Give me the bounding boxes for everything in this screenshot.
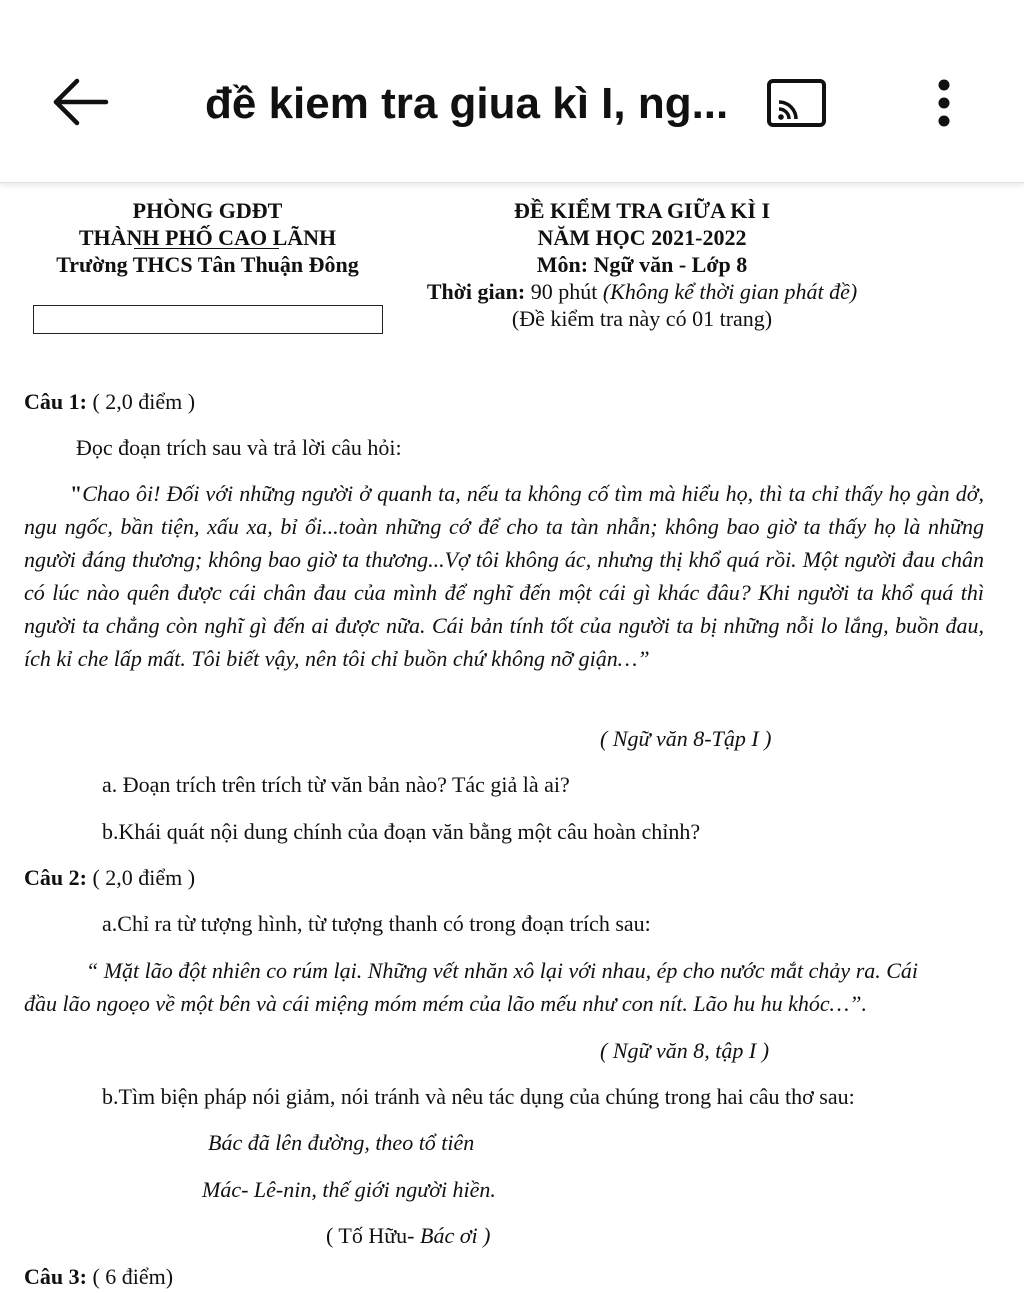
page-count-note: (Đề kiểm tra này có 01 trang) <box>511 306 773 331</box>
header-left <box>20 197 395 278</box>
app-bar <box>0 0 1024 183</box>
exam-title: ĐỀ KIỂM TRA GIỮA KÌ I <box>513 198 771 223</box>
header-right <box>400 197 884 332</box>
q1-heading: Câu 1: ( 2,0 điểm ) <box>24 389 196 414</box>
q2-part-a: a.Chỉ ra từ tượng hình, từ tượng thanh có trong đoạn trích sau: <box>102 911 651 936</box>
department: PHÒNG GDĐT <box>132 198 283 223</box>
document-page[interactable] <box>0 183 1024 1289</box>
q1-part-a: a. Đoạn trích trên trích từ văn bản nào? Tác giả là ai? <box>102 772 570 797</box>
q1-part-b: b.Khái quát nội dung chính của đoạn văn bằng một câu hoàn chỉnh? <box>102 819 701 844</box>
cast-button[interactable] <box>766 78 828 130</box>
cast-icon <box>766 78 828 130</box>
q2-source: ( Ngữ văn 8, tập I ) <box>600 1038 770 1063</box>
school-year: NĂM HỌC 2021-2022 <box>537 225 747 250</box>
more-options-button[interactable] <box>924 72 964 132</box>
time-line: Thời gian: 90 phút (Không kể thời gian phát đề) <box>426 279 858 304</box>
q2-passage-line2: đầu lão ngoẹo về một bên và cái miệng móm mém của lão mếu như con nít. Lão hu hu khóc…”. <box>24 991 867 1016</box>
school-name: Trường THCS Tân Thuận Đông <box>56 252 359 277</box>
q2-part-b: b.Tìm biện pháp nói giảm, nói tránh và nêu tác dụng của chúng trong hai câu thơ sau: <box>102 1084 855 1109</box>
poem-line-1: Bác đã lên đường, theo tổ tiên <box>208 1130 475 1155</box>
subject: Môn: Ngữ văn - Lớp 8 <box>536 252 748 277</box>
code-box <box>33 305 383 334</box>
q2-heading: Câu 2: ( 2,0 điểm ) <box>24 865 196 890</box>
q2-passage-line1: “ Mặt lão đột nhiên co rúm lại. Những vết nhăn xô lại với nhau, ép cho nước mắt chảy ra. Cái <box>86 958 919 983</box>
q1-instruction: Đọc đoạn trích sau và trả lời câu hỏi: <box>76 435 402 460</box>
more-vert-icon <box>924 72 964 132</box>
poem-source: ( Tố Hữu- Bác ơi ) <box>326 1223 491 1248</box>
q1-passage: "Chao ôi! Đối với những người ở quanh ta, nếu ta không cố tìm mà hiểu họ, thì ta chỉ thấy họ gàn dở, ngu ngốc, bần tiện, xấu xa, bỉ ổi...toàn những cớ để cho ta tàn nhẫn; không bao giờ ta thấy họ là những người đáng thương; không bao giờ ta thương...Vợ tôi không ác, nhưng thị khổ quá rồi. Một người đau chân có lúc nào quên được cái chân đau của mình để nghĩ đến một cái gì khác đâu? Khi người ta khổ quá thì người ta chẳng còn nghĩ gì đến ai được nữa. Cái bản tính tốt của người ta bị những nỗi lo lắng, buồn đau, ích kỉ che lấp mất. Tôi biết vậy, nên tôi chỉ buồn chứ không nỡ giận…” <box>24 481 984 671</box>
document-title: đề kiem tra giua kì I, ng... <box>205 79 729 128</box>
q1-source: ( Ngữ văn 8-Tập I ) <box>600 726 772 751</box>
q3-heading: Câu 3: ( 6 điểm) <box>24 1264 174 1289</box>
city: THÀNH PHỐ CAO LÃNH <box>78 225 337 250</box>
back-button[interactable] <box>50 72 110 132</box>
back-arrow-icon <box>50 72 110 132</box>
poem-line-2: Mác- Lê-nin, thế giới người hiền. <box>202 1177 496 1202</box>
